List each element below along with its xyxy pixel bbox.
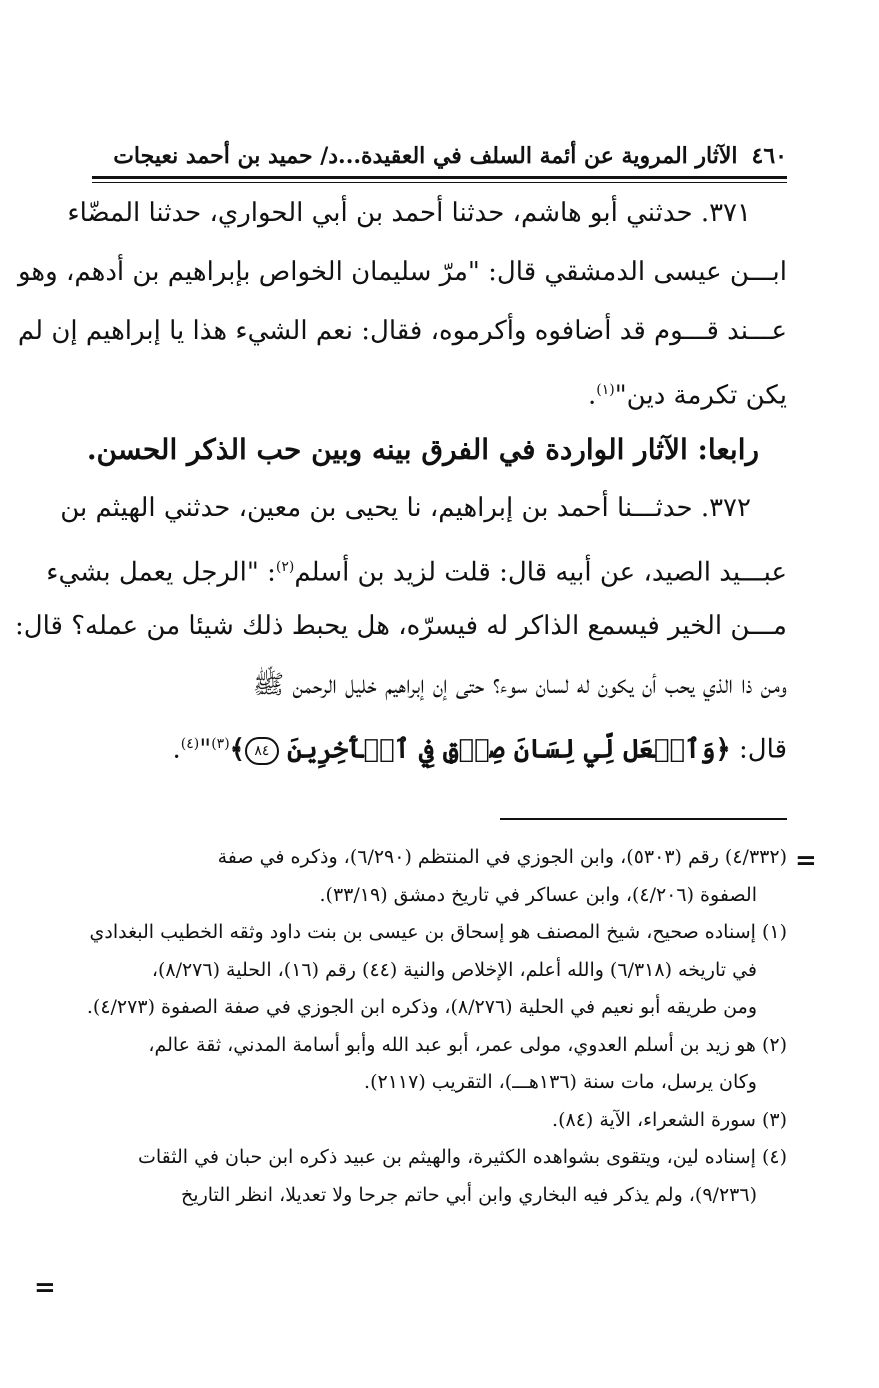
section-heading: رابعا: الآثار الواردة في الفرق بينه وبين حب الذكر الحسن. — [86, 433, 759, 466]
footnote-line: (٢) هو زيد بن أسلم العدوي، مولى عمر، أبو عبد الله وأبو أسامة المدني، ثقة عالم، — [148, 1033, 787, 1056]
footnote-line: الصفوة (٤/٢٠٦)، وابن عساكر في تاريخ دمشق (٣٣/١٩). — [319, 883, 757, 906]
continuation-mark: = — [34, 1273, 56, 1303]
footnote-line: ومن طريقه أبو نعيم في الحلية (٨/٢٧٦)، وذكره ابن الجوزي في صفة الصفوة (٤/٢٧٣). — [86, 996, 757, 1018]
header-rule-thick — [92, 176, 787, 179]
header-rule-thin — [92, 182, 787, 183]
text-line: ومن ذا الذي يحب أن يكون له لسان سوء؟ حتى إن إبراهيم خليل الرحمن ﷺ — [252, 670, 787, 700]
quran-line: قال: ﴿وَٱجۡعَل لِّي لِسَانَ صِدۡقٖ فِي ٱلۡأٓخِرِينَ ٨٤﴾$^{(٣)}$"$^{(٤)}$. — [172, 734, 787, 765]
footnote-ref: (١) — [596, 382, 615, 398]
footnotes — [78, 845, 787, 1220]
text-line: ٣٧٢. حدثـــنا أحمد بن إبراهيم، نا يحيى بن معين، حدثني الهيثم بن — [60, 493, 751, 523]
text-line: ابـــن عيسى الدمشقي قال: "مرّ سليمان الخواص بإبراهيم بن أدهم، وهو — [17, 257, 787, 287]
main-text — [14, 198, 787, 788]
quran-verse: ﴿وَٱجۡعَل لِّي لِسَانَ صِدۡقٖ فِي ٱلۡأٓخِرِينَ — [287, 734, 731, 765]
footnote-line: (٤) إسناده لين، ويتقوى بشواهده الكثيرة، والهيثم بن عبيد ذكره ابن حبان في الثقات — [137, 1146, 787, 1168]
footnote-separator — [500, 818, 787, 820]
text-line: عبـــيد الصيد، عن أبيه قال: قلت لزيد بن أسلم$^{(٢)}$: "الرجل يعمل بشيء — [46, 557, 787, 588]
text-line: ٣٧١. حدثني أبو هاشم، حدثنا أحمد بن أبي الحواري، حدثنا المضّاء — [67, 198, 751, 228]
footnote-line: وكان يرسل، مات سنة (١٣٦هـــ)، التقريب (٢١١٧). — [364, 1071, 757, 1093]
footnote-line: (٩/٢٣٦)، ولم يذكر فيه البخاري وابن أبي حاتم جرحا ولا تعديلا، انظر التاريخ — [181, 1183, 757, 1206]
footnote-line: (٣) سورة الشعراء، الآية (٨٤). — [552, 1108, 787, 1131]
text-line: عـــند قـــوم قد أضافوه وأكرموه، فقال: نعم الشيء هذا يا إبراهيم إن لم — [17, 316, 787, 346]
page-number: ٤٦٠ — [751, 143, 787, 169]
text-line: يكن تكرمة دين"$^{(١)}$. — [587, 380, 787, 411]
running-header — [113, 136, 787, 176]
ayah-number-icon: ٨٤ — [245, 737, 279, 765]
continuation-mark: = — [795, 846, 817, 876]
footnote-line: (٤/٣٣٢) رقم (٥٣٠٣)، وابن الجوزي في المنتظم (٦/٢٩٠)، وذكره في صفة — [217, 846, 787, 868]
running-title: الآثار المروية عن أئمة السلف في العقيدة...د/ حميد بن أحمد نعيجات — [113, 143, 738, 169]
footnote-ref: (٢) — [275, 559, 295, 575]
footnote-line: في تاريخه (٦/٣١٨) والله أعلم، الإخلاص والنية (٤٤) رقم (١٦)، الحلية (٨/٢٧٦)، — [151, 958, 757, 981]
footnote-line: (١) إسناده صحيح، شيخ المصنف هو إسحاق بن عيسى بن بنت داود وثقه الخطيب البغدادي — [89, 921, 787, 943]
text-line: مـــن الخير فيسمع الذاكر له فيسرّه، هل يحبط ذلك شيئا من عمله؟ قال: — [14, 611, 787, 641]
